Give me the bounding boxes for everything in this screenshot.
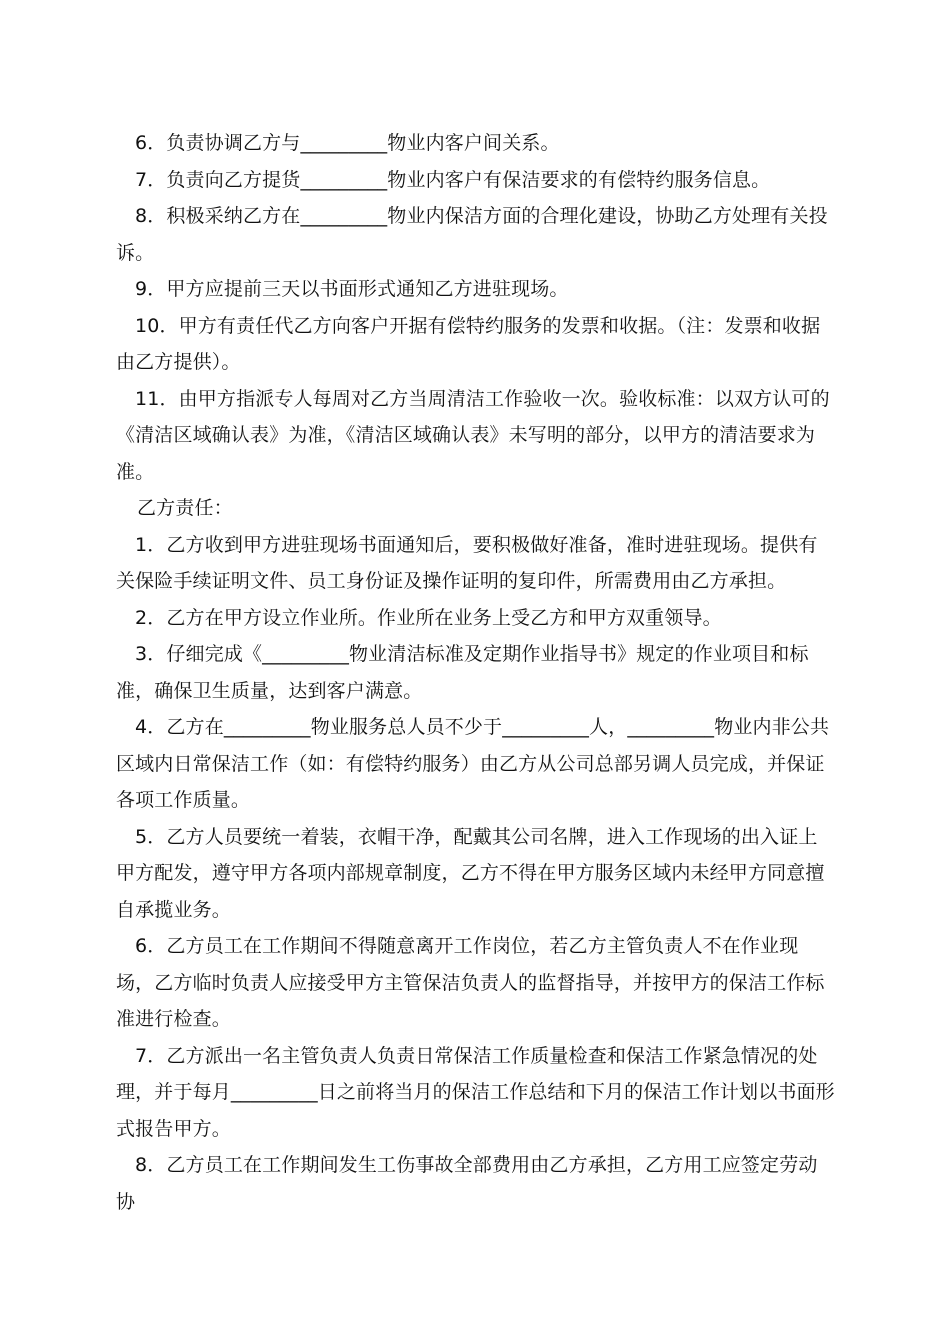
clause-party-b-8: 8．乙方员工在工作期间发生工伤事故全部费用由乙方承担，乙方用工应签定劳动协 [116, 1154, 818, 1213]
clause-party-a-7: 7．负责向乙方提货_________物业内客户有保洁要求的有偿特约服务信息。 [135, 168, 771, 191]
clause-party-b-2: 2．乙方在甲方设立作业所。作业所在业务上受乙方和甲方双重领导。 [135, 606, 722, 629]
document-body [116, 125, 836, 1220]
clause-party-a-6: 6．负责协调乙方与_________物业内客户间关系。 [135, 132, 560, 154]
clause-party-b-3: 3．仔细完成《_________物业清洁标准及定期作业指导书》规定的作业项目和标准，确保卫生质量，达到客户满意。 [116, 643, 809, 702]
section-heading-party-b: 乙方责任： [137, 497, 233, 519]
clause-party-b-6: 6．乙方员工在工作期间不得随意离开工作岗位，若乙方主管负责人不在作业现场，乙方临时负责人应接受甲方主管保洁负责人的监督指导，并按甲方的保洁工作标准进行检查。 [116, 935, 825, 1030]
clause-party-a-10: 10．甲方有责任代乙方向客户开据有偿特约服务的发票和收据。（注：发票和收据由乙方提供）。 [116, 314, 821, 373]
clause-party-b-1: 1．乙方收到甲方进驻现场书面通知后，要积极做好准备，准时进驻现场。提供有关保险手续证明文件、员工身份证及操作证明的复印件，所需费用由乙方承担。 [116, 533, 818, 592]
clause-party-b-5: 5．乙方人员要统一着装，衣帽干净，配戴其公司名牌，进入工作现场的出入证上甲方配发，遵守甲方各项内部规章制度，乙方不得在甲方服务区域内未经甲方同意擅自承揽业务。 [116, 825, 825, 921]
clause-party-b-4: 4．乙方在_________物业服务总人员不少于_________人，_________物业内非公共区域内日常保洁工作（如：有偿特约服务）由乙方从公司总部另调人员完成，并保证各项工作质量。 [116, 716, 830, 811]
clause-party-a-9: 9．甲方应提前三天以书面形式通知乙方进驻现场。 [135, 278, 569, 300]
clause-party-a-8: 8．积极采纳乙方在_________物业内保洁方面的合理化建设，协助乙方处理有关投诉。 [116, 205, 828, 264]
clause-party-b-7: 7．乙方派出一名主管负责人负责日常保洁工作质量检查和保洁工作紧急情况的处理，并于每月_________日之前将当月的保洁工作总结和下月的保洁工作计划以书面形式报告甲方。 [116, 1044, 835, 1140]
clause-party-a-11: 11．由甲方指派专人每周对乙方当周清洁工作验收一次。验收标准：以双方认可的《清洁区域确认表》为准，《清洁区域确认表》未写明的部分，以甲方的清洁要求为准。 [116, 387, 830, 483]
